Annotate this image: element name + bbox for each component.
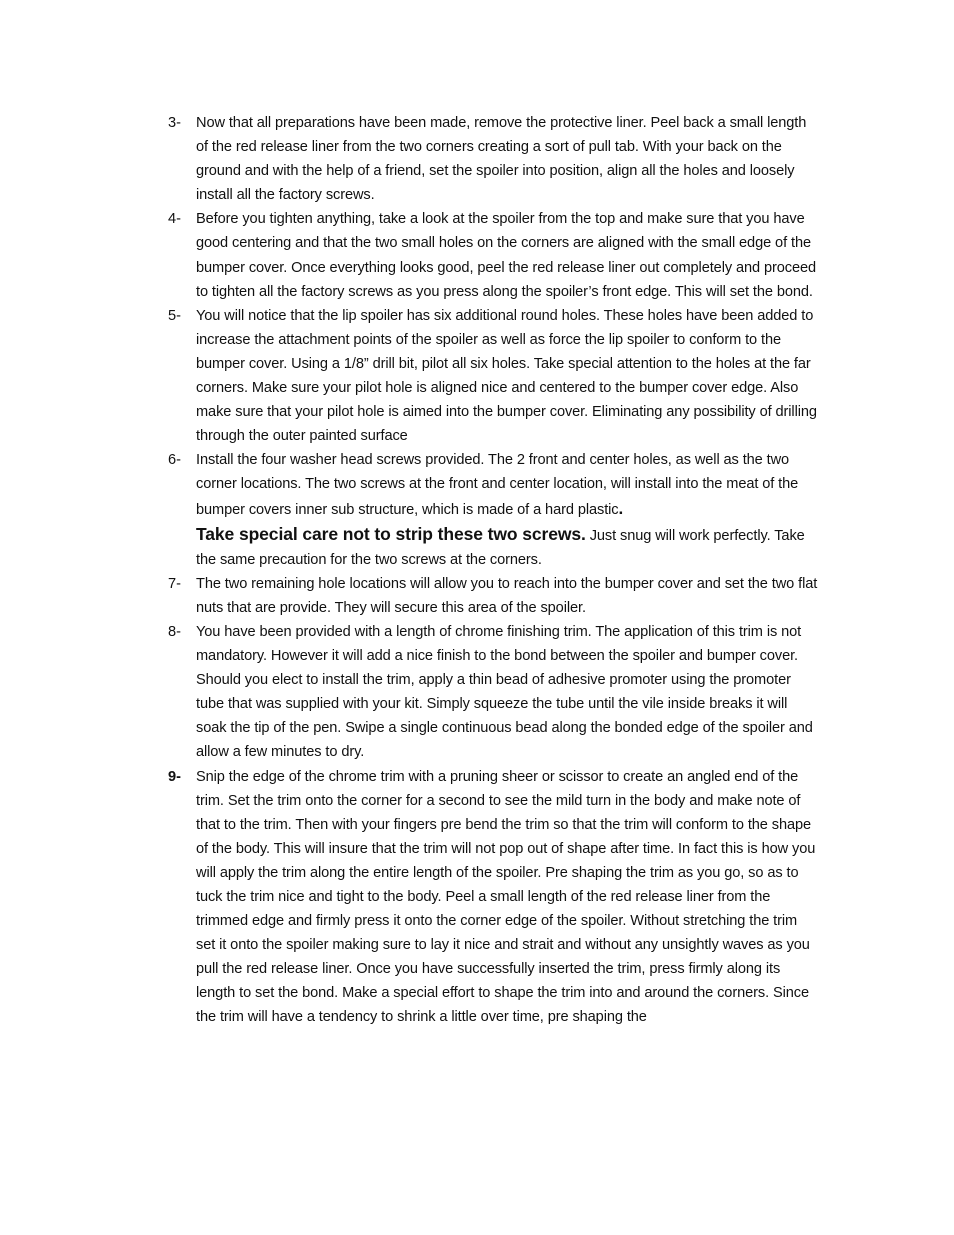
item-number: 7- <box>168 575 181 592</box>
list-item-7 <box>168 572 818 620</box>
item-text: Snip the edge of the chrome trim with a pruning sheer or scissor to create an angled end of the trim. Set the trim onto the corner for a second to see the mild turn in the body and make note of that to the trim. Then with your fingers pre bend the trim so that the trim will conform to the shape of the body. This will insure that the trim will not pop out of shape after time. In fact this is how you will apply the trim along the entire length of the spoiler. Pre shaping the trim as you go, so as to tuck the trim nice and tight to the body. Peel a small length of the red release liner from the trimmed edge and firmly press it onto the corner edge of the spoiler. Without stretching the trim set it onto the spoiler making sure to lay it nice and strait and without any unsightly waves as you pull the red release liner. Once you have successfully inserted the trim, press firmly along its length to set the bond. Make a special effort to shape the trim into and around the corners. Since the trim will have a tendency to shrink a little over time, pre shaping the <box>196 768 816 1026</box>
list-item-9 <box>168 765 818 1030</box>
item-number: 5- <box>168 307 181 324</box>
item-number: 9- <box>168 768 181 785</box>
item-text-period: . <box>618 498 624 518</box>
list-item-4 <box>168 207 818 303</box>
item-number: 3- <box>168 115 181 131</box>
item-number: 6- <box>168 452 181 469</box>
item-text: Before you tighten anything, take a look at the spoiler from the top and make sure that you have good centering and that the two small holes on the corners are aligned with the small edge of the bumper cover. Once everything looks good, peel the red release liner out completely and proceed to tighten all the factory screws as you press along the spoiler’s front edge. This will set the bond. <box>196 211 817 300</box>
item-text: You will notice that the lip spoiler has six additional round holes. These holes have been added to increase the attachment points of the spoiler as well as force the lip spoiler to conform to the bumper cover. Using a 1/8” drill bit, pilot all six holes. Take special attention to the holes at the far corners. Make sure your pilot hole is aligned nice and centered to the bumper cover edge. Also make sure that your pilot hole is aimed into the bumper cover. Eliminating any possibility of drilling through the outer painted surface <box>196 307 817 445</box>
item-text: The two remaining hole locations will allow you to reach into the bumper cover and set the two flat nuts that are provide. They will secure this area of the spoiler. <box>196 575 818 616</box>
item-number: 8- <box>168 623 181 640</box>
list-item-6 <box>168 448 818 571</box>
item-text <box>196 448 818 571</box>
item-text-part: Just snug will work perfectly. Take the same precaution for the two screws at the corners. <box>196 527 805 568</box>
instruction-list <box>168 111 818 1030</box>
item-number: 4- <box>168 211 181 228</box>
list-item-8 <box>168 620 818 765</box>
list-item-5 <box>168 304 818 449</box>
list-item-3 <box>168 111 818 207</box>
item-text-part: Install the four washer head screws provided. The 2 front and center holes, as well as the two corner locations. The two screws at the front and center location, will install into the meat of the bumper covers inner sub structure, which is made of a hard plastic <box>196 452 799 518</box>
item-text: Now that all preparations have been made, remove the protective liner. Peel back a small length of the red release liner from the two corners creating a sort of pull tab. With your back on the ground and with the help of a friend, set the spoiler into position, align all the holes and loosely install all the factory screws. <box>196 115 807 204</box>
item-warning-bold: Take special care not to strip these two screws. <box>196 523 586 544</box>
item-text: You have been provided with a length of chrome finishing trim. The application of this trim is not mandatory. However it will add a nice finish to the bond between the spoiler and bumper cover. Should you elect to install the trim, apply a thin bead of adhesive promoter using the promoter tube that was supplied with your kit. Simply squeeze the tube until the vile inside breaks it will soak the tip of the pen. Swipe a single continuous bead along the bonded edge of the spoiler and allow a few minutes to dry. <box>196 623 813 761</box>
